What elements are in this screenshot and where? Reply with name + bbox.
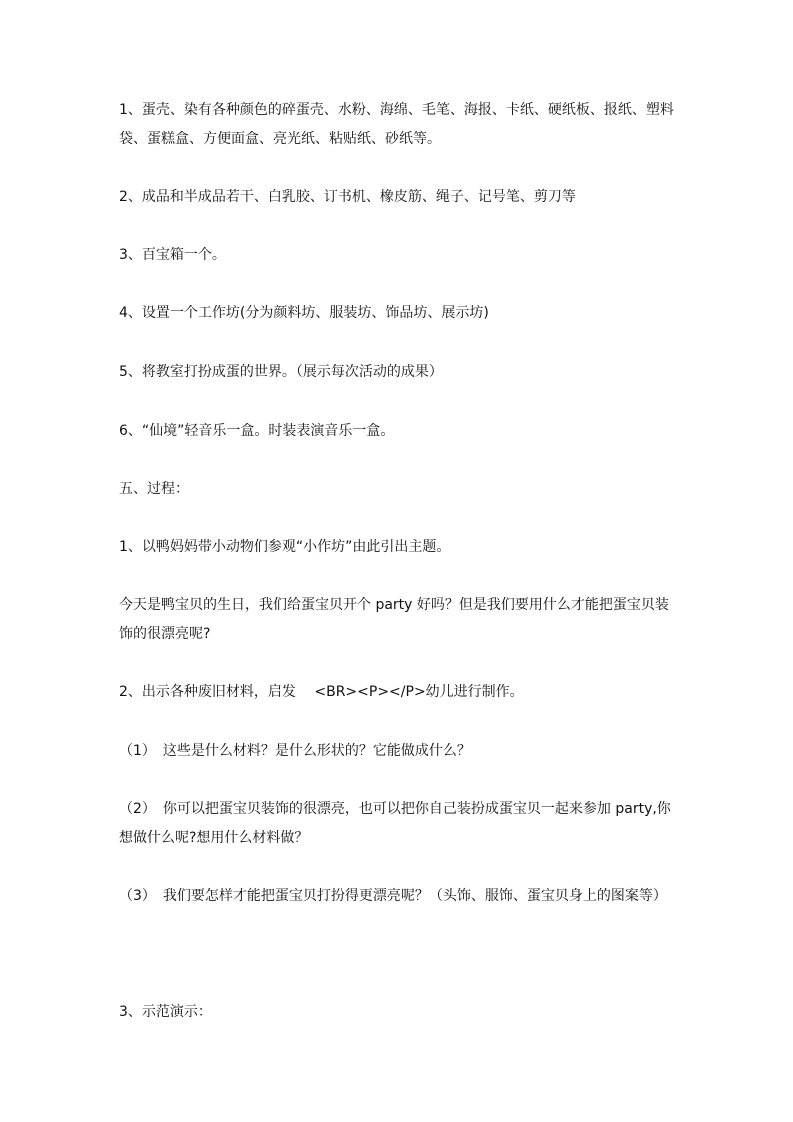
process-question-1: （1） 这些是什么材料？是什么形状的？它能做成什么？ bbox=[119, 743, 471, 759]
process-question-3: （3） 我们要怎样才能把蛋宝贝打扮得更漂亮呢？（头饰、服饰、蛋宝贝身上的图案等） bbox=[119, 888, 667, 904]
materials-item-5: 5、将教室打扮成蛋的世界。（展示每次活动的成果） bbox=[119, 364, 443, 380]
process-question-2: （2） 你可以把蛋宝贝装饰的很漂亮，也可以把你自己装扮成蛋宝贝一起来参加 party,你想做什么呢?想用什么材料做？ bbox=[119, 801, 671, 846]
section-heading-process: 五、过程： bbox=[119, 481, 189, 497]
process-step-1-dialogue: 今天是鸭宝贝的生日，我们给蛋宝贝开个 party 好吗？但是我们要用什么才能把蛋宝贝装饰的很漂亮呢? bbox=[119, 597, 669, 642]
process-step-1: 1、以鸭妈妈带小动物们参观“小作坊”由此引出主题。 bbox=[119, 539, 451, 555]
materials-item-2: 2、成品和半成品若干、白乳胶、订书机、橡皮筋、绳子、记号笔、剪刀等 bbox=[119, 189, 576, 205]
materials-item-3: 3、百宝箱一个。 bbox=[119, 247, 226, 263]
materials-item-4: 4、设置一个工作坊(分为颜料坊、服装坊、饰品坊、展示坊) bbox=[119, 305, 489, 321]
materials-item-1: 1、蛋壳、染有各种颜色的碎蛋壳、水粉、海绵、毛笔、海报、卡纸、硬纸板、报纸、塑料袋、蛋糕盒、方便面盒、亮光纸、粘贴纸、砂纸等。 bbox=[119, 102, 674, 147]
process-step-2: 2、出示各种废旧材料，启发 <BR><P></P>幼儿进行制作。 bbox=[119, 684, 524, 700]
process-step-3: 3、示范演示： bbox=[119, 1004, 212, 1020]
materials-item-6: 6、“仙境”轻音乐一盒。时装表演音乐一盒。 bbox=[119, 423, 395, 439]
